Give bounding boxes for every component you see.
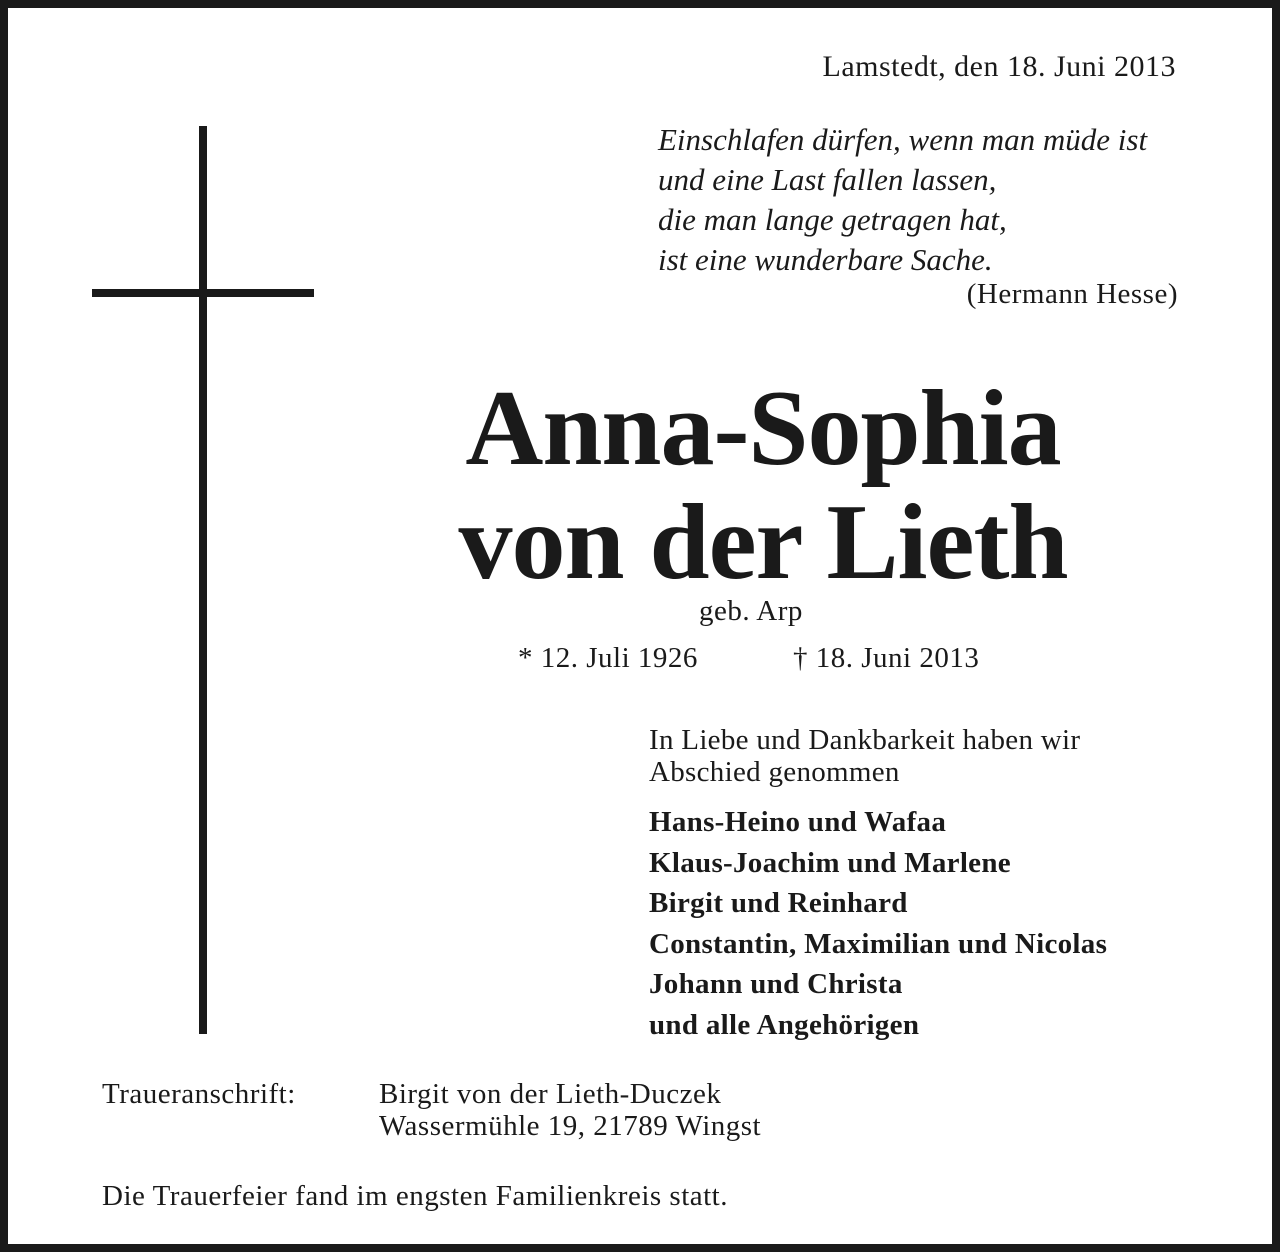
- farewell-line: Abschied genommen: [649, 756, 900, 788]
- address-line: Wassermühle 19, 21789 Wingst: [379, 1110, 762, 1142]
- mourner-entry: Johann und Christa: [649, 968, 903, 1000]
- poem-line: die man lange getragen hat,: [658, 202, 1007, 237]
- deceased-surname: von der Lieth: [458, 483, 1068, 602]
- mourner-entry: Birgit und Reinhard: [649, 887, 908, 919]
- mourners-list: [649, 802, 1107, 1045]
- place-date: Lamstedt, den 18. Juni 2013: [822, 50, 1176, 83]
- poem-line: ist eine wunderbare Sache.: [658, 242, 993, 277]
- mourner-entry: und alle Angehörigen: [649, 1008, 920, 1041]
- ceremony-note: Die Trauerfeier fand im engsten Familienkreis statt.: [102, 1180, 728, 1212]
- birth-date: * 12. Juli 1926: [518, 642, 698, 674]
- maiden-name: geb. Arp: [699, 595, 803, 627]
- cross-icon-horizontal-bar: [92, 289, 314, 297]
- mourning-address: [379, 1078, 761, 1142]
- poem-author: (Hermann Hesse): [966, 278, 1178, 310]
- address-line: Birgit von der Lieth-Duczek: [379, 1078, 722, 1110]
- poem-line: Einschlafen dürfen, wenn man müde ist: [658, 122, 1148, 157]
- death-date: † 18. Juni 2013: [793, 642, 980, 674]
- farewell-text: [649, 724, 1080, 788]
- mourner-entry: Hans-Heino und Wafaa: [649, 806, 947, 838]
- poem-line: und eine Last fallen lassen,: [658, 162, 997, 197]
- mourner-entry: Klaus-Joachim und Marlene: [649, 846, 1011, 879]
- mourner-entry: Constantin, Maximilian und Nicolas: [649, 927, 1108, 960]
- poem-quote: [658, 120, 1147, 280]
- address-label: Traueranschrift:: [102, 1078, 296, 1110]
- deceased-first-name: Anna-Sophia: [465, 369, 1061, 488]
- farewell-line: In Liebe und Dankbarkeit haben wir: [649, 724, 1081, 756]
